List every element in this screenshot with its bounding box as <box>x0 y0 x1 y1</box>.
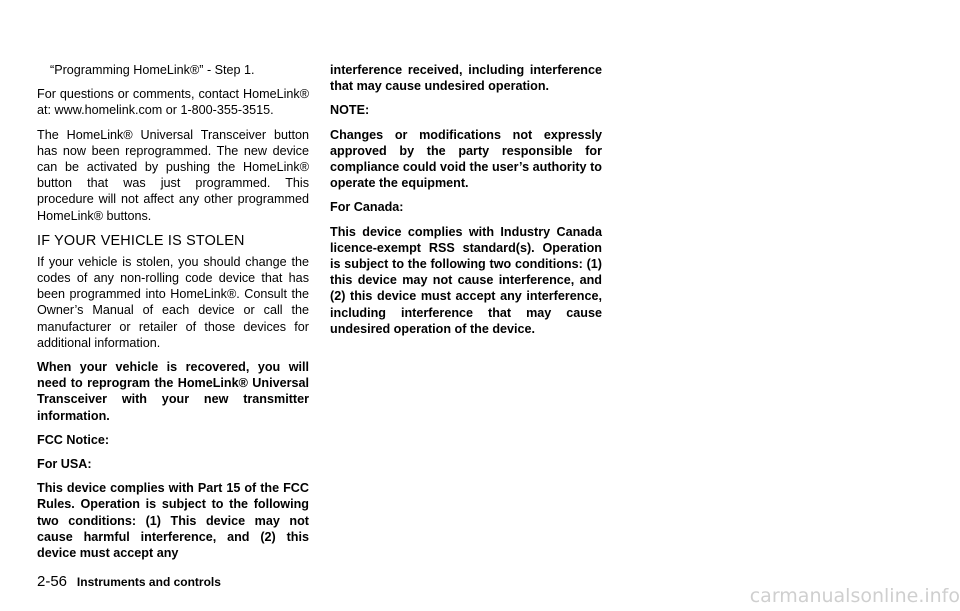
contact-paragraph: For questions or comments, contact HomeLink® at: www.homelink.com or 1-800-355-3515. <box>37 87 309 118</box>
page-number: 2-56 <box>37 573 68 590</box>
footer-section-title: Instruments and controls <box>76 575 221 589</box>
note-paragraph: Changes or modifications not expressly approved by the party responsible for compliance could void the user’s authority to operate the equipment. <box>330 127 602 191</box>
recovered-paragraph: When your vehicle is recovered, you will need to reprogram the HomeLink® Universal Transceiver with your new transmitter information. <box>37 360 309 423</box>
page-footer <box>37 572 221 591</box>
section-heading: IF YOUR VEHICLE IS STOLEN <box>37 232 245 249</box>
for-canada-label: For Canada: <box>330 200 404 215</box>
canada-paragraph: This device complies with Industry Canada licence-exempt RSS standard(s). Operation is subject to the following two conditions: (1) this device may not cause interference, and (2) this device must accept any interference, including interference that may cause undesired operation of the device. <box>330 224 602 336</box>
left-column <box>37 62 309 569</box>
for-usa-label: For USA: <box>37 457 92 472</box>
step-reference: “Programming HomeLink®” - Step 1. <box>50 63 255 77</box>
usa-paragraph: This device complies with Part 15 of the FCC Rules. Operation is subject to the following two conditions: (1) This device may not cause harmful interference, and (2) this device must accept any <box>37 481 309 561</box>
fcc-notice-label: FCC Notice: <box>37 432 110 447</box>
continuation-paragraph: interference received, including interference that may cause undesired operation. <box>330 63 602 94</box>
right-column <box>330 62 602 345</box>
stolen-paragraph: If your vehicle is stolen, you should change the codes of any non-rolling code device that has been programmed into HomeLink®. Consult the Owner’s Manual of each device or call the manufacturer or retailer of those devices for additional information. <box>37 254 309 350</box>
watermark: carmanualsonline.info <box>749 585 960 607</box>
reprogrammed-paragraph: The HomeLink® Universal Transceiver button has now been reprogrammed. The new device can be activated by pushing the HomeLink® button that was just programmed. This procedure will not affect any other programmed HomeLink® buttons. <box>37 127 309 223</box>
note-label: NOTE: <box>330 103 370 118</box>
